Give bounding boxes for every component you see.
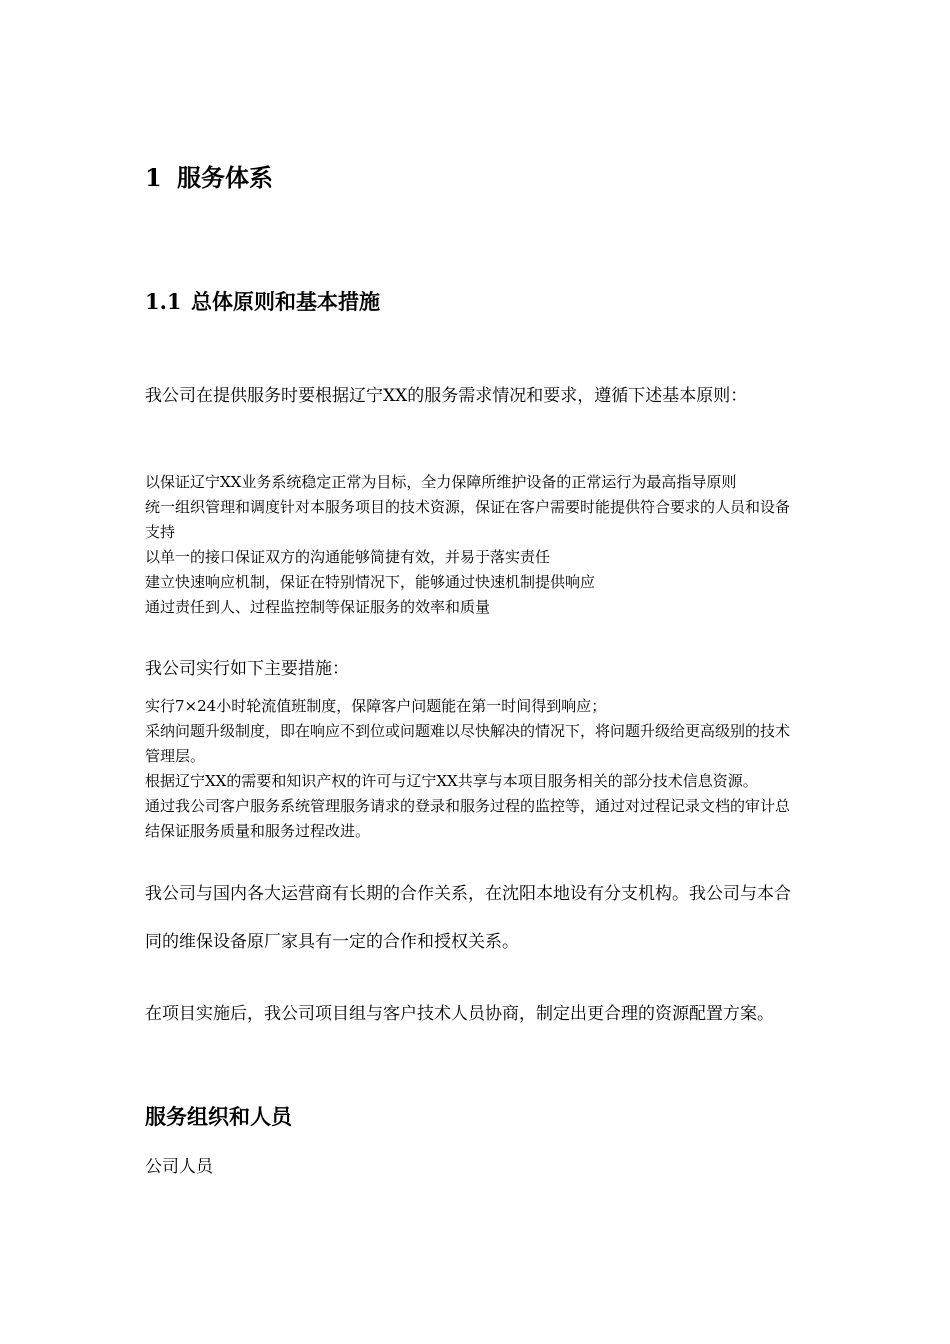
list-item: 根据辽宁XX的需要和知识产权的许可与辽宁XX共享与本项目服务相关的部分技术信息资源。 (145, 772, 758, 790)
list-item: 通过责任到人、过程监控制等保证服务的效率和质量 (145, 598, 491, 616)
list-item: 统一组织管理和调度针对本服务项目的技术资源，保证在客户需要时能提供符合要求的人员和设备支持 (145, 498, 791, 541)
heading-1 (145, 161, 800, 195)
principles-list (145, 470, 800, 620)
heading-2 (145, 286, 800, 318)
list-item: 通过我公司客户服务系统管理服务请求的登录和服务过程的监控等，通过对过程记录文档的审计总结保证服务质量和服务过程改进。 (145, 797, 791, 840)
heading-2-number: 1.1 (145, 289, 182, 314)
list-item: 采纳问题升级制度，即在响应不到位或问题难以尽快解决的情况下，将问题升级给更高级别的技术管理层。 (145, 722, 791, 765)
list-item: 建立快速响应机制，保证在特别情况下，能够通过快速机制提供响应 (145, 573, 596, 591)
heading-1-number: 1 (145, 163, 162, 192)
list-item: 以单一的接口保证双方的沟通能够简捷有效，并易于落实责任 (145, 548, 551, 566)
heading-3: 服务组织和人员 (145, 1104, 292, 1129)
heading-2-title: 总体原则和基本措施 (191, 289, 380, 314)
measures-intro: 我公司实行如下主要措施： (145, 659, 349, 679)
company-staff-label: 公司人员 (145, 1157, 213, 1177)
intro-paragraph: 我公司在提供服务时要根据辽宁XX的服务需求情况和要求，遵循下述基本原则： (145, 386, 748, 406)
heading-1-title: 服务体系 (177, 163, 273, 192)
list-item: 实行7×24小时轮流值班制度，保障客户问题能在第一时间得到响应； (145, 697, 607, 715)
measures-list (145, 694, 800, 844)
list-item: 以保证辽宁XX业务系统稳定正常为目标，全力保障所维护设备的正常运行为最高指导原则 (145, 473, 737, 491)
cooperation-paragraph: 我公司与国内各大运营商有长期的合作关系，在沈阳本地设有分支机构。我公司与本合同的维保设备原厂家具有一定的合作和授权关系。 (145, 884, 791, 952)
implementation-paragraph: 在项目实施后，我公司项目组与客户技术人员协商，制定出更合理的资源配置方案。 (145, 1004, 774, 1024)
